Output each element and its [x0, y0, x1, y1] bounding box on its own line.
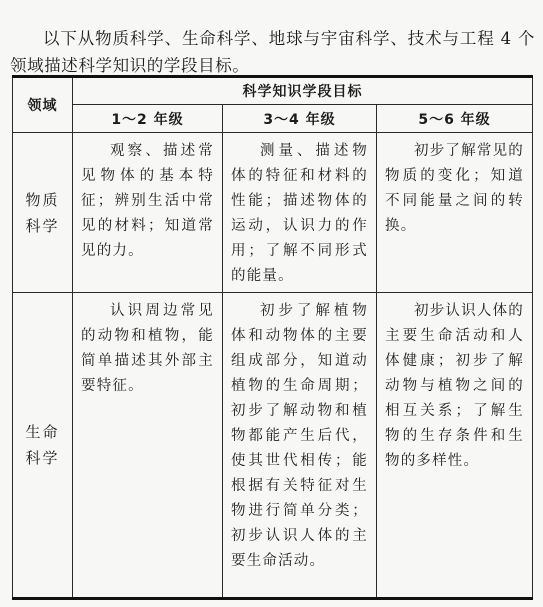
intro-paragraph: 以下从物质科学、生命科学、地球与宇宙科学、技术与工程 4 个领域描述科学知识的学段目标。: [10, 28, 535, 75]
knowledge-goals-header: 科学知识学段目标: [73, 77, 533, 105]
goal-text: 测量、描述物体的特征和材料的性能；描述物体的运动，认识力的作用；了解不同形式的能量。: [231, 143, 368, 284]
grade-header-1-2: 1～2 年级: [73, 105, 223, 133]
goal-cell-life-grade-3-4: [223, 293, 377, 599]
goal-text: 初步认识人体的主要生命活动和人体健康；初步了解动物与植物之间的相互关系；了解生物的生存条件和生物的多样性。: [385, 303, 525, 469]
table-row-physical-science: [13, 133, 533, 293]
table-row-life-science: [13, 293, 533, 599]
goal-text: 初步了解常见的物质的变化；知道不同能量之间的转换。: [385, 143, 525, 234]
goal-cell-physical-grade-3-4: [223, 133, 377, 293]
domain-label-line: 科学: [25, 216, 60, 235]
domain-label-line: 科学: [25, 449, 60, 467]
goal-text: 初步了解植物体和动物体的主要组成部分，知道动植物的生命周期；初步了解动物和植物都能产生后代，使其世代相传；能根据有关特征对生物进行简单分类；初步认识人体的主要生命活动。: [231, 303, 368, 569]
goal-text: 认识周边常见的动物和植物，能简单描述其外部主要特征。: [81, 303, 214, 394]
table-header-row-group: [13, 77, 533, 105]
goal-text: 观察、描述常见物体的基本特征；辨别生活中常见的材料；知道常见的力。: [81, 143, 214, 259]
domain-label-line: 物质: [25, 190, 60, 209]
table-header-row-grades: [13, 105, 533, 133]
goal-cell-life-grade-5-6: [377, 293, 533, 599]
domain-life-science: [13, 293, 73, 599]
learning-goals-table: [12, 75, 533, 600]
goal-cell-physical-grade-5-6: [377, 133, 533, 293]
grade-header-3-4: 3～4 年级: [223, 105, 377, 133]
grade-header-5-6: 5～6 年级: [377, 105, 533, 133]
goal-cell-life-grade-1-2: [73, 293, 223, 599]
domain-label-line: 生命: [25, 423, 60, 441]
domain-physical-science: [13, 133, 73, 293]
goal-cell-physical-grade-1-2: [73, 133, 223, 293]
learning-goals-table-wrapper: [12, 75, 532, 600]
domain-column-header: 领域: [13, 77, 73, 133]
